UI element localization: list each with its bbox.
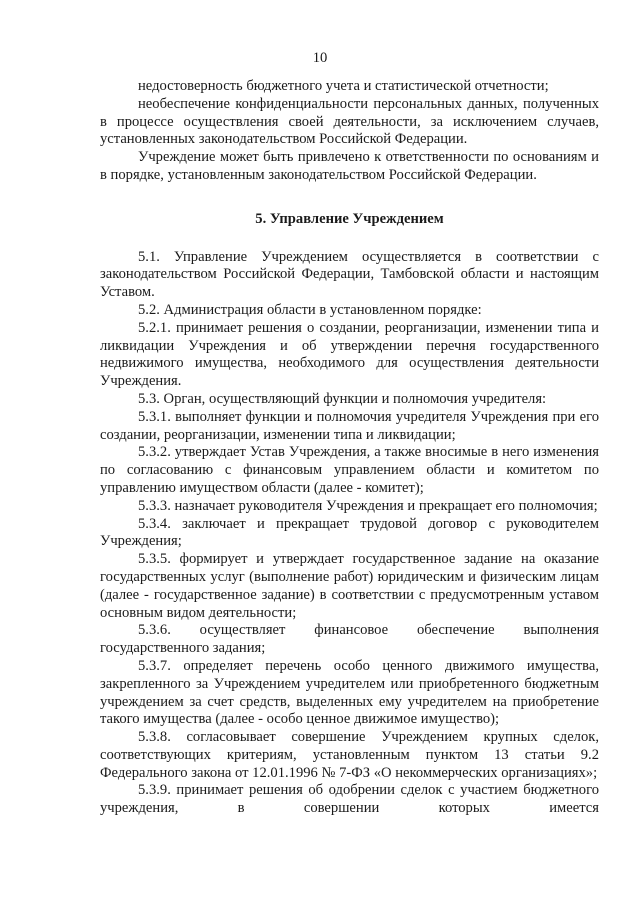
intro-paragraph: Учреждение может быть привлечено к ответственности по основаниям и в порядке, установленным законодательством Российской Федерации.	[100, 149, 599, 183]
section-heading: 5. Управление Учреждением	[255, 210, 444, 227]
clause-5-3-5: 5.3.5. формирует и утверждает государственное задание на оказание государственных услуг (выполнение работ) юридическим и физическим лицам (далее - государственное задание) в соответствии с предусмотренным уставом основным видом деятельности;	[100, 551, 599, 621]
intro-paragraph: недостоверность бюджетного учета и статистической отчетности;	[138, 78, 549, 94]
clause-5-2-1: 5.2.1. принимает решения о создании, реорганизации, изменении типа и ликвидации Учреждения и об утверждении перечня государственного недвижимого имущества, необходимого для осуществления деятельности Учреждения.	[100, 319, 599, 390]
clause-5-3-9: 5.3.9. принимает решения об одобрении сделок с участием бюджетного учреждения, в совершении которых имеется	[100, 782, 599, 817]
clause-5-3-4: 5.3.4. заключает и прекращает трудовой договор с руководителем Учреждения;	[100, 515, 599, 550]
clause-5-3-7: 5.3.7. определяет перечень особо ценного движимого имущества, закрепленного за Учреждением учредителем или приобретенного бюджетным учреждением за счет средств, выделенных ему учредителем на приобретение такого имущества (далее - особо ценное движимое имущество);	[100, 657, 599, 728]
page-number: 10	[312, 50, 328, 66]
document-body	[100, 78, 599, 818]
clause-5-3-2: 5.3.2. утверждает Устав Учреждения, а также вносимые в него изменения по согласованию с финансовым управлением области и комитетом по управлению имуществом области (далее - комитет);	[100, 444, 599, 496]
intro-paragraph: необеспечение конфиденциальности персональных данных, полученных в процессе осуществления своей деятельности, за исключением случаев, установленных законодательством Российской Федерации.	[100, 95, 599, 148]
clause-5-3-1: 5.3.1. выполняет функции и полномочия учредителя Учреждения при его создании, реорганизации, изменении типа и ликвидации;	[100, 408, 599, 443]
clause-5-3-6: 5.3.6. осуществляет финансовое обеспечение выполнения государственного задания;	[100, 622, 599, 657]
clause-5-3-8: 5.3.8. согласовывает совершение Учреждением крупных сделок, соответствующих критериям, установленным пунктом 13 статьи 9.2 Федерального закона от 12.01.1996 № 7-ФЗ «О некоммерческих организациях»;	[100, 729, 599, 781]
clause-5-2: 5.2. Администрация области в установленном порядке:	[138, 301, 482, 318]
clause-5-3: 5.3. Орган, осуществляющий функции и полномочия учредителя:	[138, 390, 547, 407]
clause-5-1: 5.1. Управление Учреждением осуществляется в соответствии с законодательством Российской Федерации, Тамбовской области и настоящим Уставом.	[100, 248, 599, 301]
clause-5-3-3: 5.3.3. назначает руководителя Учреждения и прекращает его полномочия;	[138, 497, 598, 514]
